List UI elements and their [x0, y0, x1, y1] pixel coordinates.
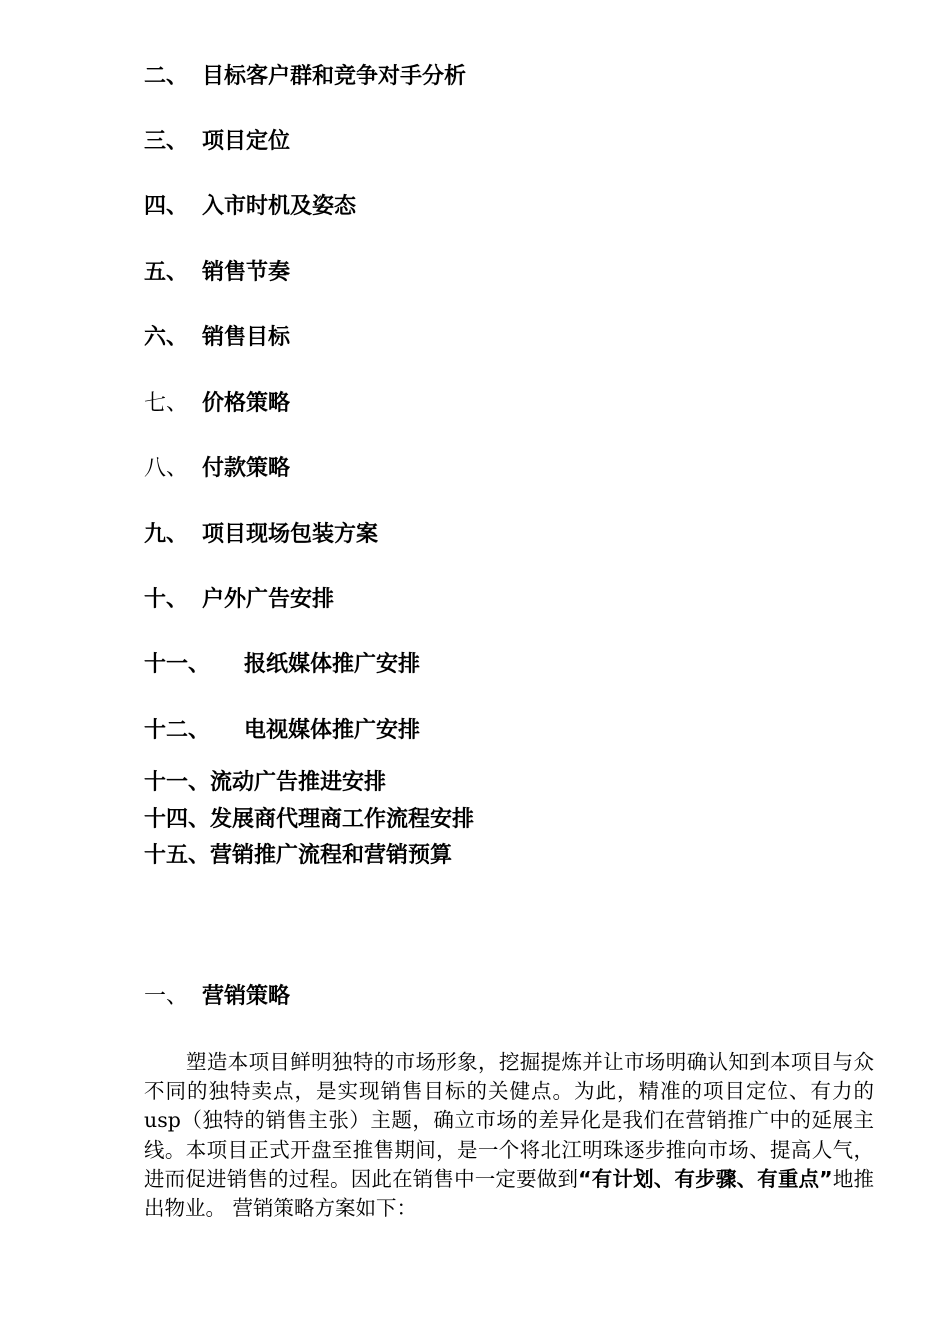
- section-number: 一、: [144, 984, 189, 1009]
- toc-compact-item: 十四、发展商代理商工作流程安排: [144, 807, 475, 832]
- toc-number: 四、: [144, 194, 189, 219]
- toc-number: 三、: [144, 129, 189, 154]
- toc-title: 报纸媒体推广安排: [244, 652, 421, 677]
- toc-title: 项目定位: [202, 129, 291, 154]
- paragraph-text: 塑造本项目鲜明独特的市场形象，挖掘提炼并让市场明确认知到本项目与众不同的独特卖点，是实现销售目标的关健点。为此，精准的项目定位、有力的usp（独特的销售主张）主题，确立市场的差异化是我们在营销推广中的延展主线。本项目正式开盘至推售期间，是一个将北江明珠逐步推向市场、提高人气，进而促进销售的过程。因此在销售中一定要做到: [144, 1050, 874, 1191]
- toc-number: 十一、: [144, 652, 211, 677]
- toc-compact-item: 十五、营销推广流程和营销预算: [144, 843, 453, 868]
- toc-number: 五、: [144, 260, 189, 285]
- toc-number: 二、: [144, 64, 189, 89]
- toc-number: 十二、: [144, 718, 211, 743]
- section-title: 营销策略: [202, 984, 291, 1009]
- toc-title: 销售节奏: [202, 260, 291, 285]
- toc-title: 目标客户群和竞争对手分析: [202, 64, 467, 89]
- emphasis-text: “有计划、有步骤、有重点”: [578, 1166, 833, 1191]
- paragraph-text-end: 地推出物业。 营销策略方案如下：: [144, 1166, 875, 1221]
- toc-number: 八、: [144, 456, 189, 481]
- toc-title: 销售目标: [202, 325, 291, 350]
- toc-title: 户外广告安排: [202, 587, 335, 612]
- toc-number: 七、: [144, 391, 189, 416]
- toc-number: 六、: [144, 325, 189, 350]
- toc-title: 入市时机及姿态: [202, 194, 357, 219]
- toc-title: 电视媒体推广安排: [244, 718, 421, 743]
- toc-compact-item: 十一、流动广告推进安排: [144, 770, 387, 795]
- toc-title: 价格策略: [202, 391, 291, 416]
- toc-title: 项目现场包装方案: [202, 522, 379, 547]
- toc-number: 九、: [144, 522, 189, 547]
- toc-title: 付款策略: [202, 456, 291, 481]
- toc-number: 十、: [144, 587, 189, 612]
- body-paragraph: [144, 1048, 874, 1223]
